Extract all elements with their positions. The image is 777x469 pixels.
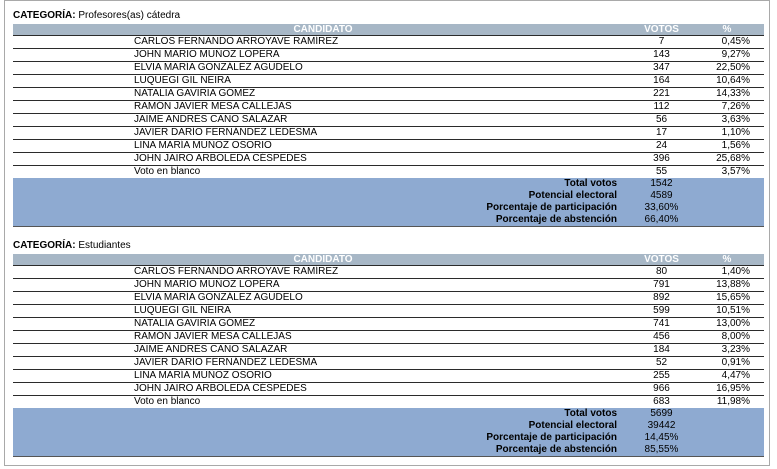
- vote-count: 791: [633, 279, 690, 292]
- table-row: [13, 370, 764, 383]
- vote-count: 683: [633, 396, 690, 409]
- table-row: [13, 166, 764, 179]
- vote-count: 17: [633, 127, 690, 140]
- table-row: [13, 357, 764, 370]
- vote-count: 255: [633, 370, 690, 383]
- vote-count: 741: [633, 318, 690, 331]
- summary-value: 66,40%: [633, 214, 690, 227]
- summary-row: [13, 202, 764, 214]
- vote-count: 221: [633, 88, 690, 101]
- summary-spacer: [690, 420, 764, 432]
- vote-percentage: 14,33%: [690, 88, 764, 101]
- table-row: [13, 101, 764, 114]
- candidate-name: JOHN JAIRO ARBOLEDA CÉSPEDES: [13, 153, 633, 166]
- header-votes: VOTOS: [633, 254, 690, 266]
- summary-table: [13, 408, 764, 457]
- vote-count: 184: [633, 344, 690, 357]
- table-header-row: [13, 254, 764, 266]
- summary-value: 5699: [650, 408, 673, 419]
- category-title: [13, 10, 180, 22]
- vote-percentage: 15,65%: [690, 292, 764, 305]
- category-label: CATEGORÍA:: [13, 240, 76, 251]
- vote-percentage: 10,51%: [690, 305, 764, 318]
- vote-percentage: 16,95%: [690, 383, 764, 396]
- summary-spacer: [690, 202, 764, 214]
- vote-count: 143: [633, 49, 690, 62]
- summary-value: 14,45%: [644, 432, 679, 443]
- vote-count: 599: [633, 305, 690, 318]
- category-label: CATEGORÍA:: [13, 10, 76, 21]
- table-row: [13, 279, 764, 292]
- summary-value: 1542: [650, 178, 673, 189]
- vote-count: 52: [633, 357, 690, 370]
- table-row: [13, 75, 764, 88]
- vote-count: 347: [633, 62, 690, 75]
- candidate-name: JOHN MARIO MUÑOZ LOPERA: [13, 49, 633, 62]
- summary-label: Porcentaje de participación: [486, 202, 617, 213]
- table-row: [13, 114, 764, 127]
- vote-count: 24: [633, 140, 690, 153]
- vote-percentage: 1,10%: [690, 127, 764, 140]
- candidate-name: NATALIA GAVIRIA GÓMEZ: [13, 318, 633, 331]
- vote-percentage: 4,47%: [690, 370, 764, 383]
- category-title: [13, 240, 131, 252]
- vote-percentage: 3,63%: [690, 114, 764, 127]
- candidate-name: LINA MARÍA MUÑOZ OSORIO: [13, 140, 633, 153]
- vote-percentage: 0,45%: [690, 36, 764, 49]
- table-row: [13, 318, 764, 331]
- summary-row: [13, 190, 764, 202]
- vote-count: 80: [633, 266, 690, 279]
- vote-percentage: 22,50%: [690, 62, 764, 75]
- candidate-name: JAIME ANDRÉS CANO SALAZAR: [13, 344, 633, 357]
- summary-label: Potencial electoral: [528, 190, 617, 201]
- candidate-name: JAVIER DARÍO FERNÁNDEZ LEDESMA: [13, 127, 633, 140]
- summary-spacer: [690, 214, 764, 227]
- summary-table: [13, 178, 764, 227]
- table-row: [13, 88, 764, 101]
- vote-percentage: 10,64%: [690, 75, 764, 88]
- category-name: Profesores(as) cátedra: [78, 10, 181, 21]
- table-row: [13, 62, 764, 75]
- vote-percentage: 8,00%: [690, 331, 764, 344]
- table-row: [13, 331, 764, 344]
- table-row: [13, 153, 764, 166]
- summary-value: 85,55%: [633, 444, 690, 457]
- header-votes: VOTOS: [633, 24, 690, 36]
- table-row: [13, 344, 764, 357]
- vote-percentage: 7,26%: [690, 101, 764, 114]
- candidate-name: ELVIA MARÍA GONZÁLEZ AGUDELO: [13, 62, 633, 75]
- candidate-name: JAVIER DARÍO FERNÁNDEZ LEDESMA: [13, 357, 633, 370]
- vote-percentage: 1,40%: [690, 266, 764, 279]
- results-table: [13, 254, 764, 409]
- table-header-row: [13, 24, 764, 36]
- candidate-name: CARLOS FERNANDO ARROYAVE RAMÍREZ: [13, 36, 633, 49]
- table-row: [13, 396, 764, 409]
- summary-label: Total votos: [564, 408, 617, 419]
- vote-percentage: 1,56%: [690, 140, 764, 153]
- candidate-name: LUQUEGI GIL NEIRA: [13, 305, 633, 318]
- summary-spacer: [690, 408, 764, 420]
- summary-label: Porcentaje de abstención: [13, 214, 633, 227]
- candidate-name: Voto en blanco: [13, 166, 633, 179]
- candidate-name: NATALIA GAVIRIA GÓMEZ: [13, 88, 633, 101]
- summary-row: [13, 432, 764, 444]
- table-row: [13, 49, 764, 62]
- vote-count: 164: [633, 75, 690, 88]
- vote-count: 7: [633, 36, 690, 49]
- vote-count: 892: [633, 292, 690, 305]
- header-pct: %: [690, 24, 764, 36]
- table-row: [13, 383, 764, 396]
- summary-spacer: [690, 190, 764, 202]
- summary-spacer: [690, 444, 764, 457]
- vote-count: 456: [633, 331, 690, 344]
- category-name: Estudiantes: [78, 240, 131, 251]
- summary-row: [13, 420, 764, 432]
- table-row: [13, 292, 764, 305]
- candidate-name: LINA MARÍA MUÑOZ OSORIO: [13, 370, 633, 383]
- vote-percentage: 13,88%: [690, 279, 764, 292]
- vote-count: 55: [633, 166, 690, 179]
- summary-row: [13, 214, 764, 227]
- summary-spacer: [690, 178, 764, 190]
- summary-spacer: [690, 432, 764, 444]
- vote-percentage: 25,68%: [690, 153, 764, 166]
- summary-label: Porcentaje de abstención: [13, 444, 633, 457]
- vote-percentage: 13,00%: [690, 318, 764, 331]
- vote-count: 966: [633, 383, 690, 396]
- vote-percentage: 9,27%: [690, 49, 764, 62]
- candidate-name: LUQUEGI GIL NEIRA: [13, 75, 633, 88]
- vote-percentage: 0,91%: [690, 357, 764, 370]
- summary-label: Porcentaje de participación: [486, 432, 617, 443]
- summary-value: 39442: [647, 420, 676, 431]
- summary-row: [13, 408, 764, 420]
- candidate-name: RAMÓN JAVIER MESA CALLEJAS: [13, 331, 633, 344]
- table-row: [13, 127, 764, 140]
- vote-percentage: 11,98%: [690, 396, 764, 409]
- vote-percentage: 3,57%: [690, 166, 764, 179]
- table-row: [13, 305, 764, 318]
- candidate-name: JOHN MARIO MUÑOZ LOPERA: [13, 279, 633, 292]
- results-table: [13, 24, 764, 179]
- vote-count: 112: [633, 101, 690, 114]
- vote-percentage: 3,23%: [690, 344, 764, 357]
- candidate-name: JAIME ANDRÉS CANO SALAZAR: [13, 114, 633, 127]
- header-pct: %: [690, 254, 764, 266]
- summary-row: [13, 444, 764, 457]
- candidate-name: Voto en blanco: [13, 396, 633, 409]
- header-candidate: CANDIDATO: [13, 254, 633, 266]
- table-row: [13, 36, 764, 49]
- header-candidate: CANDIDATO: [13, 24, 633, 36]
- summary-row: [13, 178, 764, 190]
- candidate-name: ELVIA MARÍA GONZÁLEZ AGUDELO: [13, 292, 633, 305]
- summary-label: Total votos: [564, 178, 617, 189]
- table-row: [13, 266, 764, 279]
- summary-label: Potencial electoral: [528, 420, 617, 431]
- candidate-name: JOHN JAIRO ARBOLEDA CÉSPEDES: [13, 383, 633, 396]
- summary-value: 33,60%: [644, 202, 679, 213]
- table-row: [13, 140, 764, 153]
- candidate-name: RAMÓN JAVIER MESA CALLEJAS: [13, 101, 633, 114]
- summary-value: 4589: [650, 190, 673, 201]
- candidate-name: CARLOS FERNANDO ARROYAVE RAMÍREZ: [13, 266, 633, 279]
- vote-count: 396: [633, 153, 690, 166]
- vote-count: 56: [633, 114, 690, 127]
